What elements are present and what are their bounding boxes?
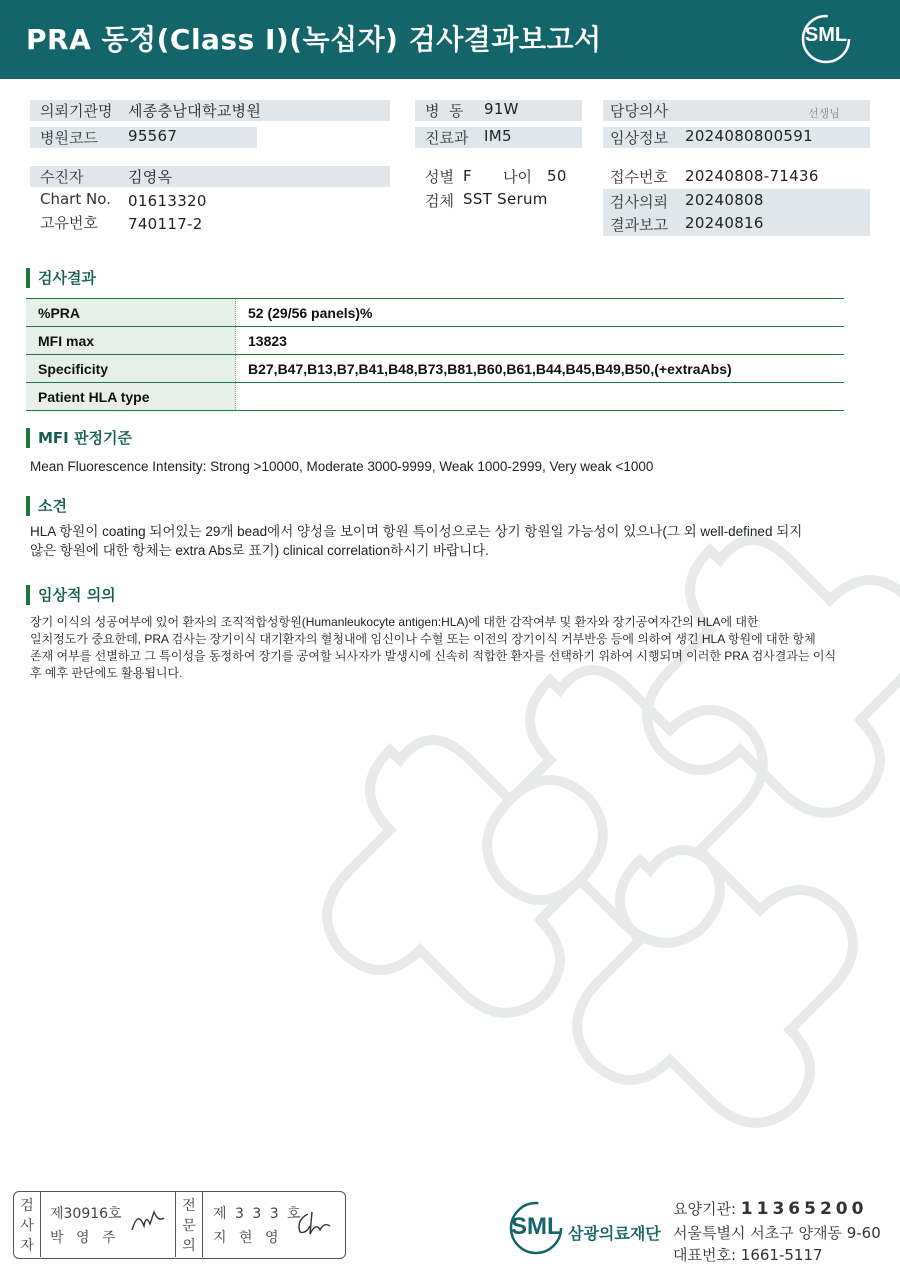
care-label: 요양기관: <box>673 1200 741 1218</box>
mfi-section-title: MFI 판정기준 <box>26 428 132 448</box>
hospital-code-label: 병원코드 <box>40 129 98 147</box>
mfi-criteria-text: Mean Fluorescence Intensity: Strong >10000, Moderate 3000-9999, Weak 1000-2999, Very weak <1000 <box>30 459 654 474</box>
divider <box>40 1191 41 1257</box>
chart-value: 01613320 <box>128 192 207 210</box>
footer-logo-text: SML <box>511 1213 562 1240</box>
examiner-signature <box>128 1206 168 1234</box>
doctor-label: 담당의사 <box>610 102 668 120</box>
receipt-value: 20240808-71436 <box>685 167 819 185</box>
examiner-vertical-1: 검 <box>20 1198 34 1214</box>
results-table <box>26 298 844 411</box>
dept-label: 진료과 <box>425 129 469 147</box>
examiner-vertical-2: 사 <box>20 1218 34 1234</box>
doctor-suffix: 선생님 <box>808 107 840 120</box>
results-section-title: 검사결과 <box>26 268 96 288</box>
hospital-code-value: 95567 <box>128 127 178 145</box>
result-key: Specificity <box>26 355 236 383</box>
ward-value: 91W <box>484 100 519 118</box>
sex-value: F <box>463 167 472 185</box>
table-row <box>26 383 844 411</box>
specialist-vertical-2: 문 <box>182 1218 196 1234</box>
phone-number: 1661-5117 <box>740 1246 823 1264</box>
table-row <box>26 355 844 383</box>
dept-value: IM5 <box>484 127 512 145</box>
report-title: PRA 동정(Class I)(녹십자) 검사결과보고서 <box>26 23 602 56</box>
chart-label: Chart No. <box>40 190 111 208</box>
phone-label: 대표번호: <box>673 1246 741 1264</box>
table-row <box>26 327 844 355</box>
header-logo-text: SML <box>804 24 848 46</box>
patient-bar <box>30 166 390 187</box>
clinical-info-value: 2024080800591 <box>685 127 813 145</box>
examiner-name: 박 영 주 <box>50 1230 120 1246</box>
specimen-label: 검체 <box>425 192 454 210</box>
opinion-line-2: 않은 항원에 대한 항체는 extra Abs로 표기) clinical correlation하시기 바랍니다. <box>30 543 489 558</box>
report-header <box>0 0 900 79</box>
patient-label: 수진자 <box>40 168 84 186</box>
age-label: 나이 <box>503 168 532 186</box>
age-value: 50 <box>547 167 567 185</box>
opinion-section-title: 소견 <box>26 496 67 516</box>
result-value: 13823 <box>236 327 845 355</box>
request-label: 검사의뢰 <box>610 193 668 211</box>
footer-address: 서울특별시 서초구 양재동 9-60 <box>673 1224 881 1242</box>
examiner-vertical-3: 자 <box>20 1238 34 1254</box>
clinical-info-label: 임상정보 <box>610 129 668 147</box>
unique-no-label: 고유번호 <box>40 214 98 232</box>
report-label: 결과보고 <box>610 216 668 234</box>
request-value: 20240808 <box>685 191 764 209</box>
ward-label: 병 동 <box>425 102 464 120</box>
result-key: MFI max <box>26 327 236 355</box>
specialist-name: 지 현 영 <box>213 1230 283 1246</box>
result-key: %PRA <box>26 299 236 327</box>
clinical-line-1: 장기 이식의 성공여부에 있어 환자의 조직적합성항원(Humanleukocyte antigen:HLA)에 대한 감작여부 및 환자와 장기공여자간의 HLA에 대한 <box>30 615 759 629</box>
result-key: Patient HLA type <box>26 383 236 411</box>
table-row <box>26 299 844 327</box>
clinical-line-4: 후 예후 판단에도 활용됩니다. <box>30 666 183 680</box>
report-value: 20240816 <box>685 214 764 232</box>
divider <box>202 1191 203 1257</box>
clinical-line-2: 일치정도가 중요한데, PRA 검사는 장기이식 대기환자의 혈청내에 임신이나 수혈 또는 이전의 장기이식 거부반응 등에 의하여 생긴 HLA 항원에 대한 항체 <box>30 632 816 646</box>
opinion-line-1: HLA 항원이 coating 되어있는 29개 bead에서 양성을 보이며 항원 특이성으로는 상기 항원일 가능성이 있으나(그 외 well-defined 되지 <box>30 524 803 539</box>
footer-org-name: 삼광의료재단 <box>568 1224 661 1243</box>
specialist-vertical-1: 전 <box>182 1198 196 1214</box>
institution-value: 세종충남대학교병원 <box>128 102 262 120</box>
specialist-license-no: 제 3 3 3 호 <box>213 1206 303 1222</box>
specimen-value: SST Serum <box>463 190 548 208</box>
patient-value: 김영옥 <box>128 168 173 186</box>
specialist-signature <box>294 1208 336 1238</box>
care-no: 11365200 <box>740 1199 868 1219</box>
care-institution-line <box>673 1198 867 1219</box>
result-value: B27,B47,B13,B7,B41,B48,B73,B81,B60,B61,B44,B45,B49,B50,(+extraAbs) <box>236 355 845 383</box>
clinical-section-title: 임상적 의의 <box>26 585 116 605</box>
divider <box>175 1191 176 1257</box>
unique-no-value: 740117-2 <box>128 215 203 233</box>
receipt-label: 접수번호 <box>610 168 668 186</box>
clinical-line-3: 존재 여부를 선별하고 그 특이성을 동정하여 장기를 공여할 뇌사자가 발생시에 신속히 적합한 환자를 선택하기 위하여 시행되며 이러한 PRA 검사결과는 이식 <box>30 649 837 663</box>
examiner-license-no: 제30916호 <box>50 1206 122 1222</box>
phone-line <box>673 1244 823 1265</box>
result-value: 52 (29/56 panels)% <box>236 299 845 327</box>
institution-label: 의뢰기관명 <box>40 102 113 120</box>
result-value <box>236 383 845 411</box>
specialist-vertical-3: 의 <box>182 1238 196 1254</box>
sex-label: 성별 <box>425 168 454 186</box>
